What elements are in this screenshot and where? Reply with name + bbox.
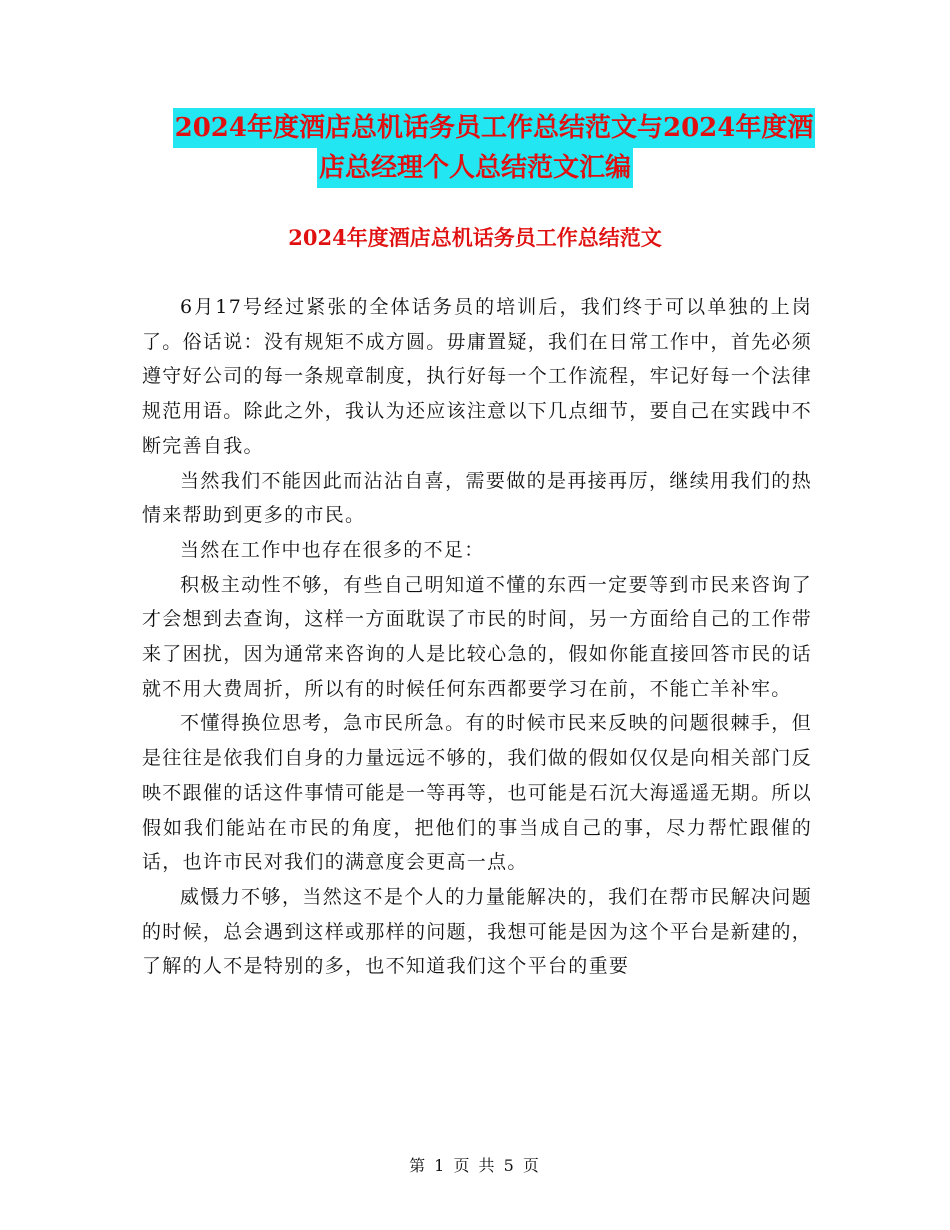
page-footer: 第 1 页 共 5 页 <box>409 1156 541 1175</box>
paragraph: 威慑力不够，当然这不是个人的力量能解决的，我们在帮市民解决问题的时候，总会遇到这样或那样的问题，我想可能是因为这个平台是新建的，了解的人不是特别的多，也不知道我们这个平台的重要 <box>142 885 812 978</box>
title-line-2: 店总经理个人总结范文汇编 <box>317 148 633 188</box>
paragraph: 当然在工作中也存在很多的不足： <box>180 538 485 561</box>
paragraph: 当然我们不能因此而沾沾自喜，需要做的是再接再厉，继续用我们的热情来帮助到更多的市民。 <box>142 469 812 527</box>
paragraph: 6月17号经过紧张的全体话务员的培训后，我们终于可以单独的上岗了。俗话说：没有规矩不成方圆。毋庸置疑，我们在日常工作中，首先必须遵守好公司的每一条规章制度，执行好每一个工作流程，牢记好每一个法律规范用语。除此之外，我认为还应该注意以下几点细节，要自己在实践中不断完善自我。 <box>142 296 812 457</box>
paragraph: 不懂得换位思考，急市民所急。有的时候市民来反映的问题很棘手，但是往往是依我们自身的力量远远不够的，我们做的假如仅仅是向相关部门反映不跟催的话这件事情可能是一等再等，也可能是石沉大海遥遥无期。所以假如我们能站在市民的角度，把他们的事当成自己的事，尽力帮忙跟催的话，也许市民对我们的满意度会更高一点。 <box>142 712 812 874</box>
body-text <box>142 290 812 984</box>
title-line-1: 2024年度酒店总机话务员工作总结范文与2024年度酒 <box>173 108 816 148</box>
document-title <box>0 108 950 188</box>
paragraph: 积极主动性不够，有些自己明知道不懂的东西一定要等到市民来咨询了才会想到去查询，这样一方面耽误了市民的时间，另一方面给自己的工作带来了困扰，因为通常来咨询的人是比较心急的，假如你能直接回答市民的话就不用大费周折，所以有的时候任何东西都要学习在前，不能亡羊补牢。 <box>142 573 812 700</box>
section-heading: 2024年度酒店总机话务员工作总结范文 <box>288 225 662 250</box>
